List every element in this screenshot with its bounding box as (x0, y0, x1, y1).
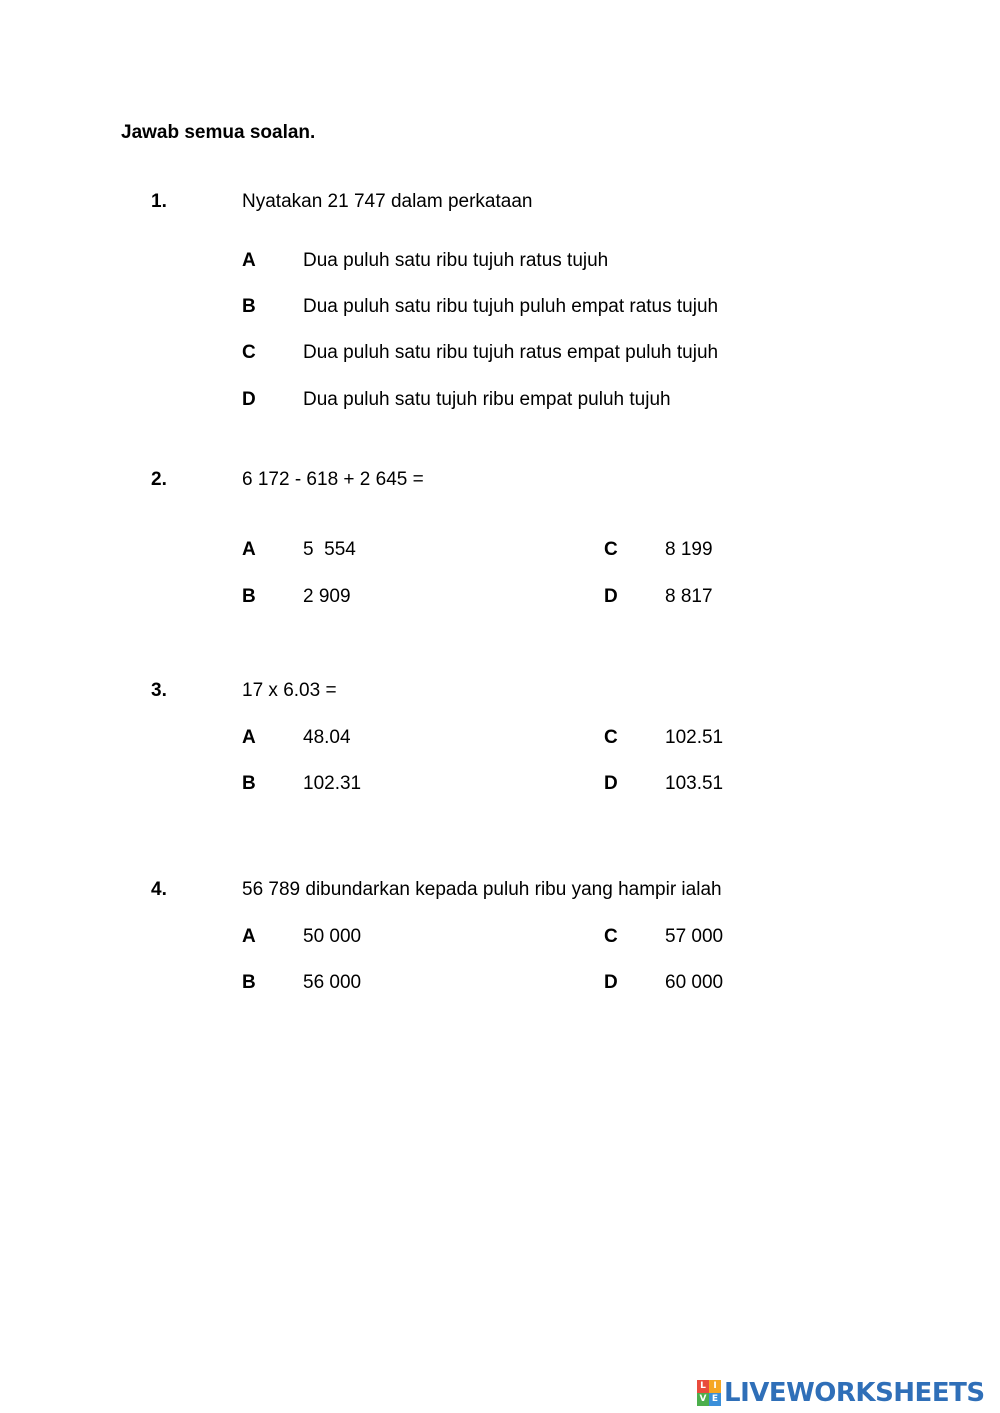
live-logo-icon (697, 1380, 721, 1406)
option-text: 2 909 (303, 586, 351, 607)
option-text: 56 000 (303, 972, 362, 993)
option-letter: C (604, 727, 618, 748)
question-text: 6 172 - 618 + 2 645 = (242, 469, 424, 490)
option-letter: D (604, 586, 618, 607)
logo-mark-v: V (697, 1393, 709, 1406)
option-letter: A (242, 926, 256, 947)
option-letter: B (242, 586, 256, 607)
question-text: 17 x 6.03 = (242, 680, 337, 701)
option-letter: B (242, 972, 256, 993)
option-letter: A (242, 250, 256, 271)
option-text: 8 199 (665, 539, 713, 560)
option-text: 5 554 (303, 539, 356, 560)
option-text: Dua puluh satu ribu tujuh puluh empat ratus tujuh (303, 296, 719, 317)
option-text: 60 000 (665, 972, 724, 993)
logo-mark-e: E (709, 1393, 721, 1406)
question-text: Nyatakan 21 747 dalam perkataan (242, 191, 533, 212)
option-text: Dua puluh satu tujuh ribu empat puluh tujuh (303, 389, 671, 410)
option-letter: A (242, 727, 256, 748)
option-text: 102.51 (665, 727, 724, 748)
option-text: 103.51 (665, 773, 724, 794)
logo-mark-l: L (697, 1380, 709, 1393)
question-number: 2. (151, 469, 167, 490)
question-number: 1. (151, 191, 167, 212)
option-text: 48.04 (303, 727, 351, 748)
question-text: 56 789 dibundarkan kepada puluh ribu yang hampir ialah (242, 879, 722, 900)
question-number: 4. (151, 879, 167, 900)
liveworksheets-logo (697, 1377, 985, 1409)
logo-mark-i: I (709, 1380, 721, 1393)
option-text: 50 000 (303, 926, 362, 947)
instructions: Jawab semua soalan. (121, 122, 316, 143)
option-text: 8 817 (665, 586, 713, 607)
option-letter: B (242, 773, 256, 794)
option-letter: D (604, 773, 618, 794)
option-letter: D (604, 972, 618, 993)
option-letter: C (604, 926, 618, 947)
option-letter: A (242, 539, 256, 560)
option-letter: C (242, 342, 256, 363)
option-text: Dua puluh satu ribu tujuh ratus empat puluh tujuh (303, 342, 719, 363)
option-text: 102.31 (303, 773, 362, 794)
option-letter: D (242, 389, 256, 410)
logo-text: LIVEWORKSHEETS (724, 1378, 985, 1408)
option-text: 57 000 (665, 926, 724, 947)
option-letter: B (242, 296, 256, 317)
option-letter: C (604, 539, 618, 560)
option-text: Dua puluh satu ribu tujuh ratus tujuh (303, 250, 609, 271)
question-number: 3. (151, 680, 167, 701)
